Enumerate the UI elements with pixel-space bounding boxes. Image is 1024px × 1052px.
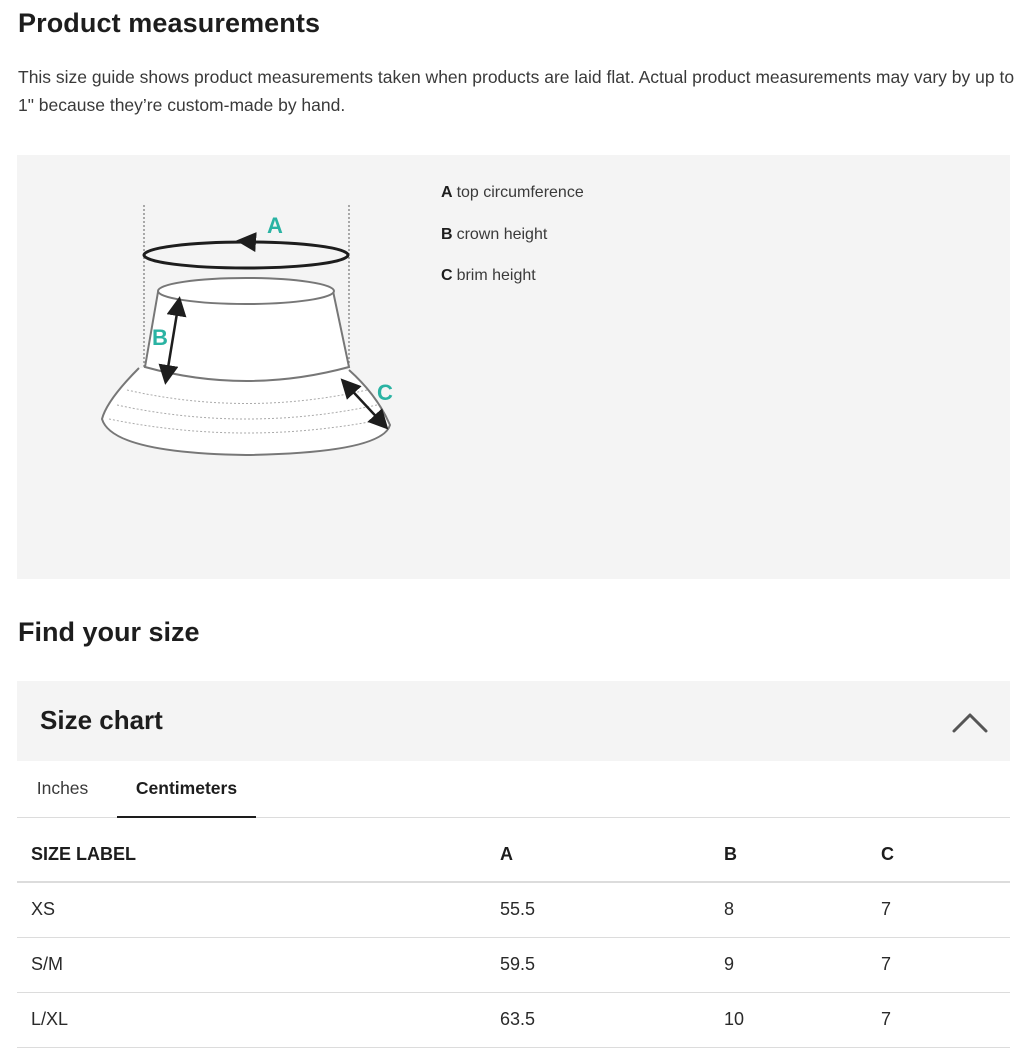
table-cell: 59.5 — [500, 937, 724, 992]
diagram-label-c: C — [377, 380, 393, 405]
table-cell: 7 — [881, 992, 1010, 1047]
table-row — [17, 992, 1010, 1047]
legend-key: C — [441, 267, 453, 284]
unit-tabs — [17, 761, 1010, 818]
size-chart-accordion-header[interactable] — [17, 681, 1010, 761]
diagram-label-b: B — [152, 325, 168, 350]
tab-centimeters[interactable]: Centimeters — [117, 761, 256, 818]
column-header: C — [881, 827, 1010, 882]
find-your-size-heading: Find your size — [18, 617, 200, 647]
table-row — [17, 882, 1010, 937]
table-cell: L/XL — [17, 992, 500, 1047]
legend-item-a — [441, 183, 584, 203]
table-cell: 8 — [724, 882, 881, 937]
legend-text: crown height — [456, 225, 548, 243]
bucket-hat-diagram — [77, 205, 417, 470]
tab-inches[interactable]: Inches — [36, 778, 89, 798]
chevron-up-icon[interactable] — [950, 703, 990, 739]
legend-text: brim height — [456, 267, 536, 284]
table-row — [17, 937, 1010, 992]
measurement-guide-panel — [17, 155, 1010, 579]
legend-item-c — [441, 266, 584, 286]
table-cell: 55.5 — [500, 882, 724, 937]
table-cell: S/M — [17, 937, 500, 992]
size-chart-title: Size chart — [40, 705, 163, 735]
diagram-label-a: A — [267, 213, 283, 238]
legend-item-b — [441, 225, 584, 245]
measurement-legend — [441, 183, 584, 308]
table-cell: 7 — [881, 882, 1010, 937]
table-cell: 10 — [724, 992, 881, 1047]
table-cell: 9 — [724, 937, 881, 992]
table-header-row — [17, 827, 1010, 882]
table-cell: 63.5 — [500, 992, 724, 1047]
column-header: A — [500, 827, 724, 882]
legend-key: B — [441, 225, 453, 243]
column-header: SIZE LABEL — [17, 827, 500, 882]
size-guide-intro: This size guide shows product measurements taken when products are laid flat. Actual product measurements may vary by up to 1" because they’re custom-made by hand. — [18, 67, 1015, 115]
page-title: Product measurements — [18, 8, 321, 38]
legend-text: top circumference — [456, 184, 584, 201]
column-header: B — [724, 827, 881, 882]
legend-key: A — [441, 184, 453, 201]
table-cell: 7 — [881, 937, 1010, 992]
size-table — [17, 827, 1010, 1048]
table-cell: XS — [17, 882, 500, 937]
